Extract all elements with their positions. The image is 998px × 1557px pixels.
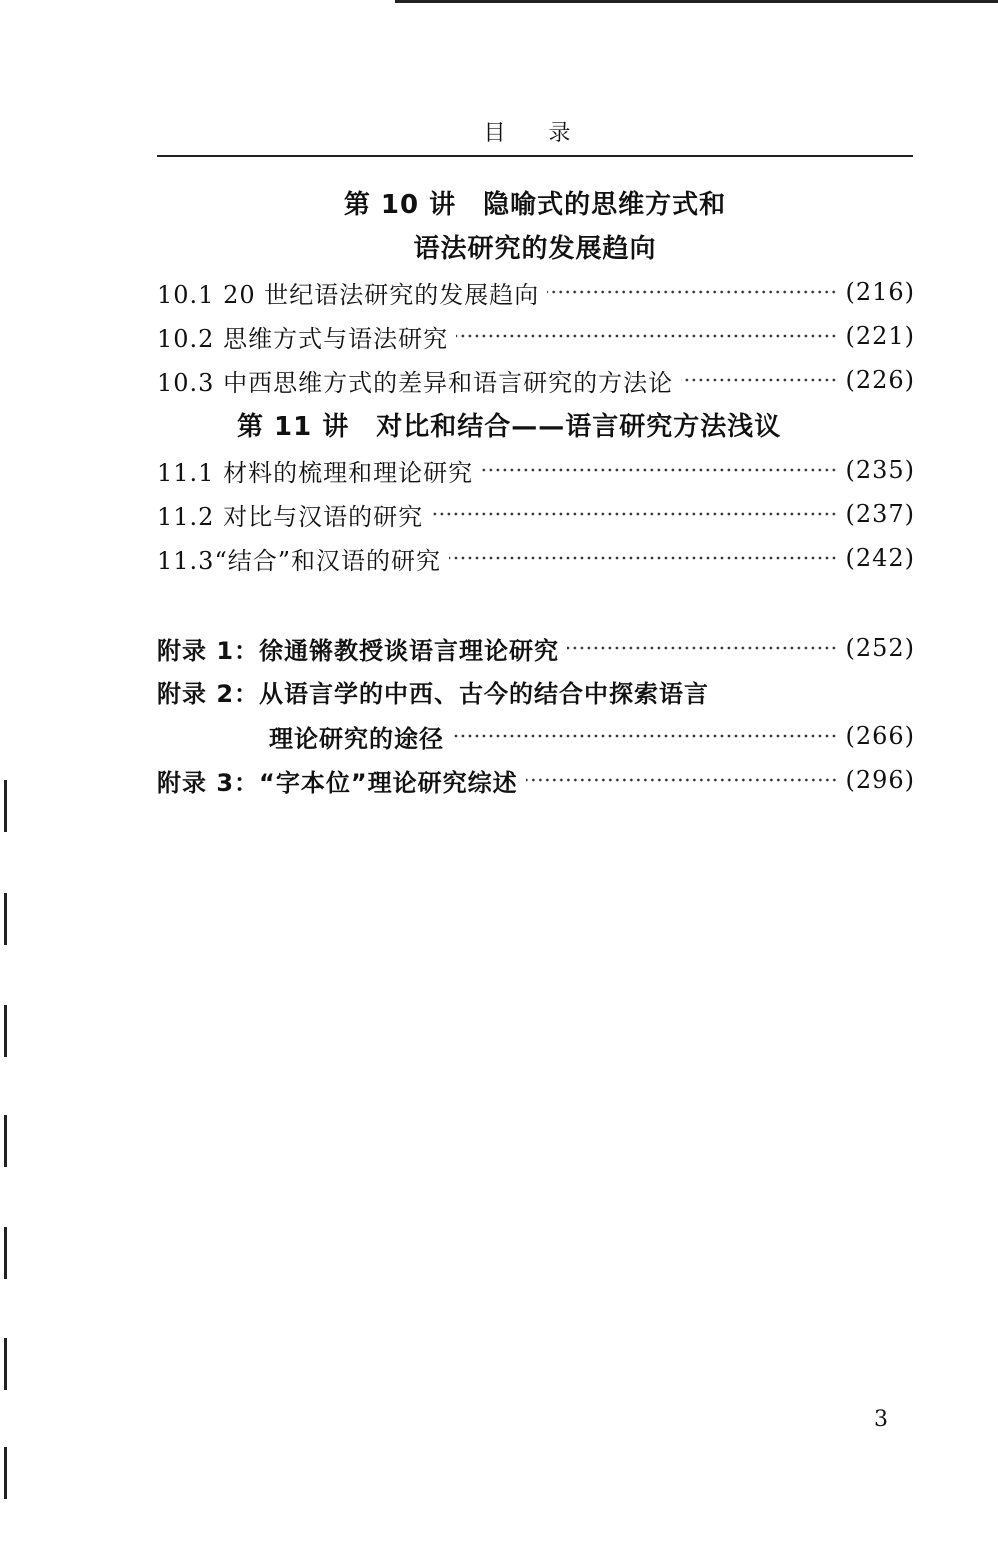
toc-entry-label: 11.2 对比与汉语的研究 [157,502,424,531]
header-rule [157,155,913,157]
binding-mark [4,1005,7,1057]
top-edge-line [395,0,998,3]
toc-entry-label: 10.2 思维方式与语法研究 [157,324,449,353]
leader-dots [481,468,837,472]
toc-entry-page: (235) [845,456,915,484]
toc-entry-page: (242) [845,544,915,572]
appendix-label: 附录 1：徐通锵教授谈语言理论研究 [157,636,560,665]
leader-dots [567,646,837,650]
binding-mark [4,1447,7,1499]
page-number: 3 [874,1407,888,1432]
appendix-entry[interactable] [157,716,915,756]
running-head: 目 录 [483,121,589,146]
leader-dots [547,290,837,294]
appendix-entry[interactable] [157,760,915,800]
chapter-10-title-line2: 语法研究的发展趋向 [413,234,657,264]
appendix-label[interactable]: 附录 2：从语言学的中西、古今的结合中探索语言 [157,680,710,708]
appendix-label-continued: 理论研究的途径 [269,724,444,753]
chapter-10-title-line1: 第 10 讲 隐喻式的思维方式和 [343,190,727,220]
appendix-page: (252) [845,634,915,662]
binding-mark [4,1227,7,1279]
leader-dots [456,334,837,338]
toc-entry-label: 11.1 材料的梳理和理论研究 [157,458,474,487]
toc-entry-page: (221) [845,322,915,350]
binding-mark [4,1115,7,1167]
toc-entry-label: 10.3 中西思维方式的差异和语言研究的方法论 [157,368,674,397]
toc-entry-page: (237) [845,500,915,528]
chapter-11-title: 第 11 讲 对比和结合——语言研究方法浅议 [237,412,782,442]
appendix-entry[interactable] [157,628,915,668]
binding-mark [4,893,7,945]
binding-mark [4,780,7,832]
appendix-label: 附录 3：“字本位”理论研究综述 [157,768,518,797]
toc-entry-page: (226) [845,366,915,394]
toc-entry[interactable] [157,360,915,400]
toc-entry[interactable] [157,316,915,356]
leader-dots [452,734,837,738]
toc-entry-label: 11.3“结合”和汉语的研究 [157,546,441,575]
leader-dots [431,512,837,516]
leader-dots [681,378,837,382]
appendix-page: (296) [845,766,915,794]
toc-entry-page: (216) [845,278,915,306]
leader-dots [449,556,837,560]
leader-dots [526,778,838,782]
appendix-page: (266) [845,722,915,750]
toc-entry-label: 10.1 20 世纪语法研究的发展趋向 [157,280,540,309]
binding-mark [4,1338,7,1390]
toc-entry[interactable] [157,494,915,534]
toc-entry[interactable] [157,538,915,578]
toc-entry[interactable] [157,450,915,490]
toc-entry[interactable] [157,272,915,312]
